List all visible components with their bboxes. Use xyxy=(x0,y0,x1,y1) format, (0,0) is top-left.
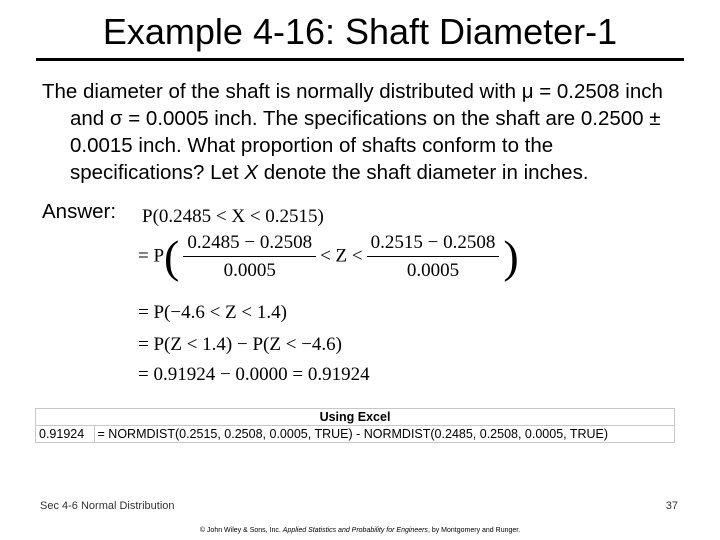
fraction-2 xyxy=(367,232,500,282)
fraction-2-numerator: 0.2515 − 0.2508 xyxy=(367,232,500,257)
excel-formula-cell: = NORMDIST(0.2515, 0.2508, 0.0005, TRUE) - NORMDIST(0.2485, 0.2508, 0.0005, TRUE) xyxy=(94,426,674,443)
title-underline xyxy=(36,58,684,61)
excel-header-row xyxy=(36,409,675,426)
page-number: 37 xyxy=(665,500,678,512)
footer-section: Sec 4-6 Normal Distribution xyxy=(40,500,175,512)
math-line-2-prefix: = P xyxy=(138,245,165,267)
fraction-1-denominator: 0.0005 xyxy=(223,260,276,281)
fraction-1-numerator: 0.2485 − 0.2508 xyxy=(183,232,316,257)
excel-formula-row xyxy=(36,426,675,443)
fraction-1 xyxy=(183,232,316,282)
right-paren: ) xyxy=(503,231,519,282)
math-line-2 xyxy=(138,232,519,282)
problem-variable: X xyxy=(244,161,259,184)
copyright-book-title: Applied Statistics and Probability for Engineers xyxy=(282,527,428,534)
fraction-2-denominator: 0.0005 xyxy=(406,260,460,281)
excel-header: Using Excel xyxy=(36,409,675,426)
slide-title: Example 4-16: Shaft Diameter-1 xyxy=(102,11,618,52)
copyright-notice xyxy=(0,527,720,534)
problem-text-2: denote the shaft diameter in inches. xyxy=(258,161,589,184)
copyright-suffix: , by Montgomery and Runger. xyxy=(427,527,521,534)
problem-statement xyxy=(42,78,692,186)
left-paren: ( xyxy=(164,231,180,282)
excel-table xyxy=(35,408,675,443)
math-line-5: = 0.91924 − 0.0000 = 0.91924 xyxy=(138,364,370,385)
math-line-4: = P(Z < 1.4) − P(Z < −4.6) xyxy=(138,334,342,355)
copyright-prefix: © John Wiley & Sons, Inc. xyxy=(199,527,283,534)
excel-value-cell: 0.91924 xyxy=(36,426,95,443)
answer-label: Answer: xyxy=(42,200,117,223)
math-line-2-middle: < Z < xyxy=(320,245,363,267)
problem-paragraph xyxy=(42,78,692,186)
problem-text-1: The diameter of the shaft is normally distributed with μ = 0.2508 inch and σ = 0.0005 inch. The specifications on the shaft are 0.2500 ± 0.0015 inch. What proportion of shafts conform to the specifications? Let xyxy=(42,80,663,184)
math-line-1: P(0.2485 < X < 0.2515) xyxy=(142,206,324,227)
math-line-3: = P(−4.6 < Z < 1.4) xyxy=(138,302,287,323)
